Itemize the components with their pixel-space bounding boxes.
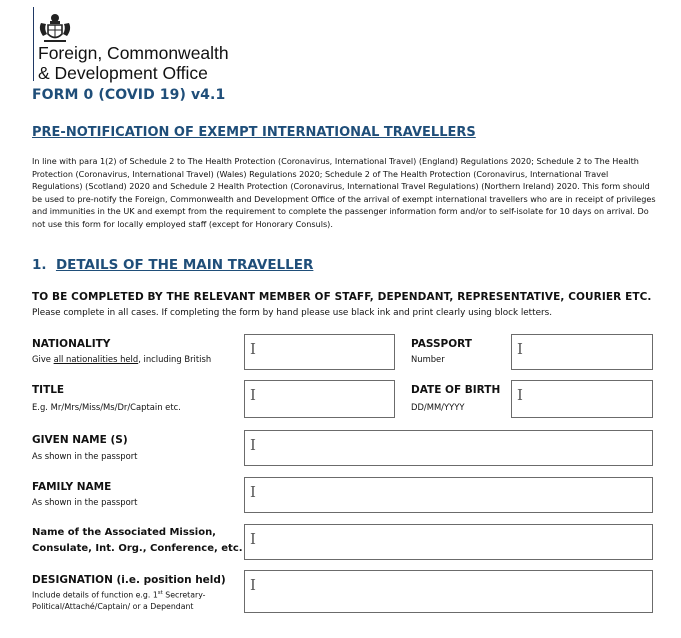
org-line-2: & Development Office [38,63,208,83]
designation-input[interactable] [244,570,653,613]
text-cursor-icon: I [250,386,256,404]
designation-label: DESIGNATION (i.e. position held) [32,574,226,586]
designation-hint-post: Secretary- [162,590,206,600]
passport-number-input[interactable] [511,334,653,370]
text-cursor-icon: I [250,576,256,594]
nationality-hint-pre: Give [32,354,54,364]
dob-label: DATE OF BIRTH [411,384,501,396]
completion-instructions: Please complete in all cases. If completing the form by hand please use black ink and print clearly using block letters. [32,308,552,318]
given-name-hint: As shown in the passport [32,451,138,461]
completion-note: TO BE COMPLETED BY THE RELEVANT MEMBER OF STAFF, DEPENDANT, REPRESENTATIVE, COURIER ETC. [32,291,652,303]
nationality-hint-emphasis: all nationalities held [53,354,139,364]
given-name-label: GIVEN NAME (S) [32,434,128,446]
designation-hint-line-1 [32,590,206,600]
family-name-hint: As shown in the passport [32,497,138,507]
nationality-label: NATIONALITY [32,338,111,350]
section-number: 1. [32,257,47,273]
mission-label-line-1: Name of the Associated Mission, [32,527,216,538]
section-title: DETAILS OF THE MAIN TRAVELLER [55,257,314,273]
text-cursor-icon: I [517,340,523,358]
title-label: TITLE [32,384,65,396]
given-name-input[interactable] [244,430,653,466]
title-input[interactable] [244,380,395,418]
section-1-heading [32,257,313,273]
text-cursor-icon: I [250,483,256,501]
passport-label: PASSPORT [411,338,472,350]
nationality-hint-post: , including British [138,354,212,364]
family-name-label: FAMILY NAME [32,481,112,493]
text-cursor-icon: I [250,436,256,454]
text-cursor-icon: I [517,386,523,404]
org-line-1: Foreign, Commonwealth [38,43,229,63]
mission-label-line-2: Consulate, Int. Org., Conference, etc. [32,543,243,554]
date-of-birth-input[interactable] [511,380,653,418]
designation-hint-pre: Include details of function e.g. 1 [32,590,158,600]
family-name-input[interactable] [244,477,653,513]
designation-hint-line-2: Political/Attaché/Captain/ or a Dependant [32,602,194,611]
organization-name [38,43,229,83]
text-cursor-icon: I [250,530,256,548]
text-cursor-icon: I [250,340,256,358]
nationality-hint [32,354,211,364]
title-hint: E.g. Mr/Mrs/Miss/Ms/Dr/Captain etc. [32,402,181,412]
dob-hint: DD/MM/YYYY [411,402,465,412]
passport-hint: Number [411,354,445,364]
intro-paragraph: In line with para 1(2) of Schedule 2 to The Health Protection (Coronavirus, International Travel) (England) Regulations 2020; Schedule 2 to The Health Protection (Coronavirus, International Travel) (Wales) Regulations 2020; Schedule 2 of The Health Protection (Coronavirus, International Travel Regulations) (Scotland) 2020 and Schedule 2 Health Protection (Coronavirus, International Travel Regulations) (Northern Ireland) 2020. This form should be used to pre-notify the Foreign, Commonwealth and Development Office of the arrival of exempt international travellers who are in receipt of privileges and immunities in the UK and exempt from the requirement to complete the passenger information form and/or to self-isolate for 10 days on arrival. Do not use this form for locally employed staff (except for Honorary Consuls). [32,156,656,229]
logo-divider [33,7,34,81]
associated-mission-input[interactable] [244,524,653,560]
designation-hint-sup: st [157,590,163,596]
document-heading: PRE-NOTIFICATION OF EXEMPT INTERNATIONAL TRAVELLERS [32,125,476,140]
form-title: FORM 0 (COVID 19) v4.1 [32,87,226,103]
nationality-input[interactable] [244,334,395,370]
